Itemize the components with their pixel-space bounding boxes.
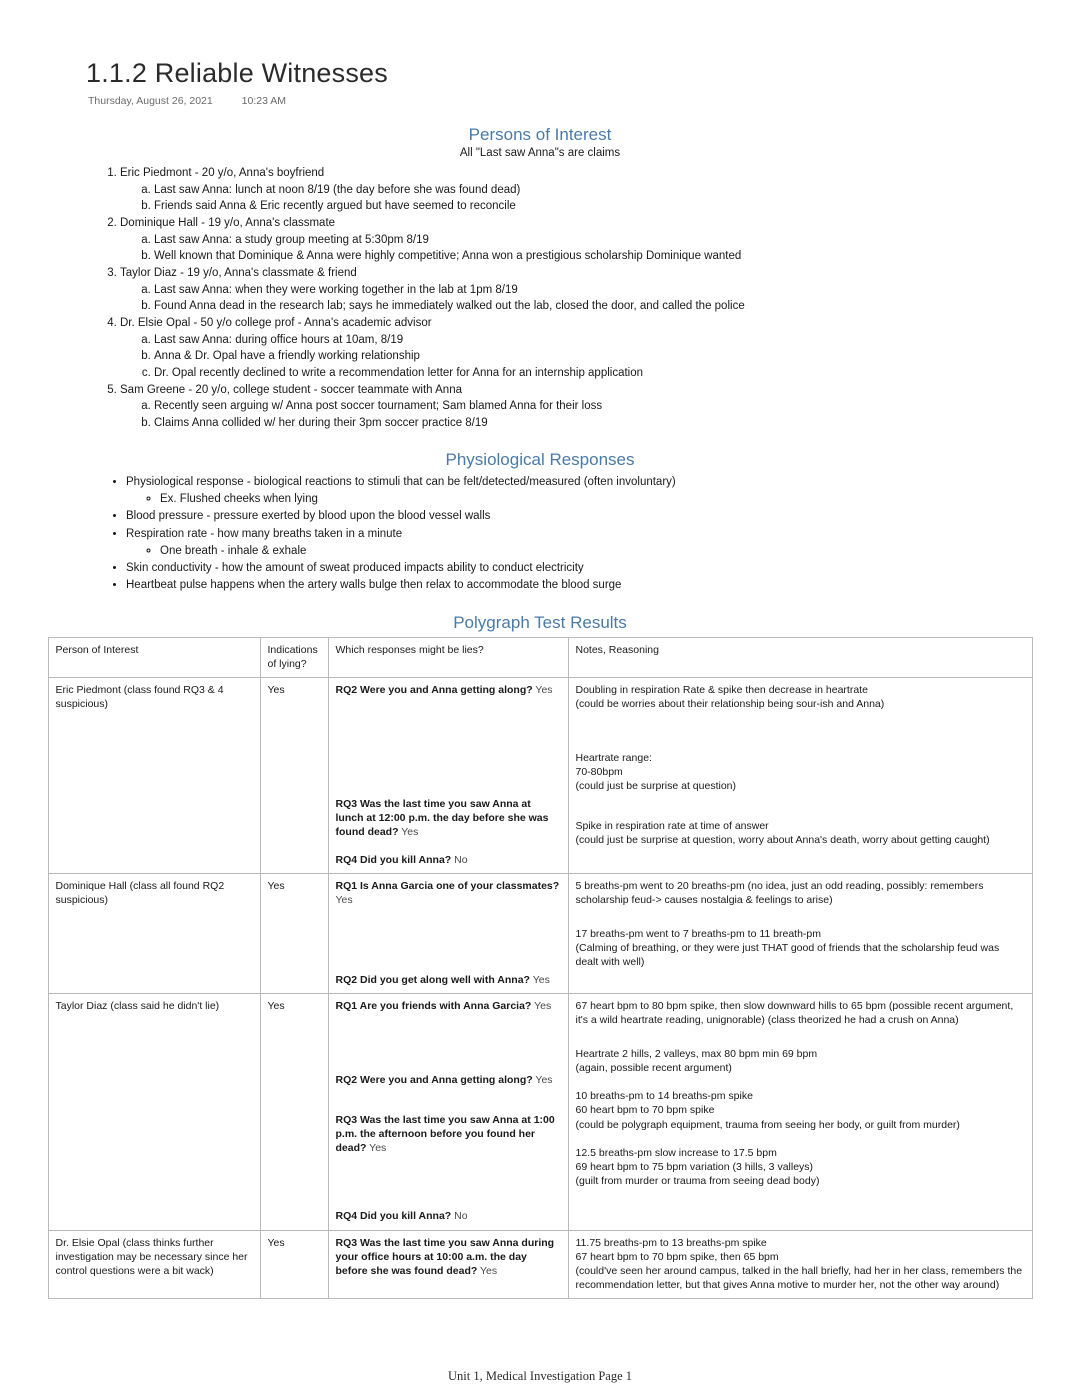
column-header-person: Person of Interest [48,637,260,677]
list-item: c. Dr. Opal recently declined to write a recommendation letter for Anna for an internship application [154,365,1056,382]
note-line: 70-80bpm [575,765,623,778]
question-label: RQ3 Was the last time you saw Anna at 1:00 p.m. the afternoon before you found her dead? [335,1114,555,1155]
question-label: RQ3 Was the last time you saw Anna at lunch at 12:00 p.m. the day before she was found dead? [335,797,549,838]
note-line: (again, possible recent argument) [575,1062,732,1075]
question-answer: Yes [401,825,419,838]
cell-notes [568,677,1032,873]
list-item [126,526,1056,561]
note-line: (could just be surprise at question) [575,779,736,792]
question-item [336,1209,561,1223]
person-details [120,182,1056,215]
list-item [120,165,1056,215]
list-item: a. Last saw Anna: lunch at noon 8/19 (the day before she was found dead) [154,182,1056,199]
note-line: (could just be surprise at question, worry about Anna's death, worry about getting caught) [575,834,990,846]
question-item [336,853,561,867]
cell-indications: Yes [260,873,328,993]
question-answer: Yes [534,1000,552,1013]
question-label: RQ3 Was the last time you saw Anna during your office hours at 10:00 a.m. the day before she was found dead? [335,1236,555,1277]
cell-notes [568,1230,1032,1298]
cell-person: Taylor Diaz (class said he didn't lie) [48,994,260,1230]
list-item: a. Last saw Anna: during office hours at 10am, 8/19 [154,332,1056,349]
list-item [120,215,1056,265]
question-answer: Yes [535,683,553,696]
question-answer: Yes [480,1264,498,1277]
person-name: Dr. Elsie Opal - 50 y/o college prof - Anna's academic advisor [120,317,432,330]
note-line: 17 breaths-pm went to 7 breaths-pm to 11 breath-pm [575,928,822,941]
question-answer: No [454,853,468,866]
list-item [120,382,1056,432]
spacer [336,1155,561,1195]
list-item: • Skin conductivity - how the amount of sweat produced impacts ability to conduct electricity [126,560,1056,577]
note-line: 69 heart bpm to 75 bpm variation (3 hills, 3 valleys) [575,1160,814,1173]
spacer [576,711,1025,751]
list-item: a. Last saw Anna: when they were working together in the lab at 1pm 8/19 [154,282,1056,299]
list-item: a. Last saw Anna: a study group meeting at 5:30pm 8/19 [154,232,1056,249]
note-line: 5 breaths-pm went to 20 breaths-pm (no idea, just an odd reading, possibly: remembers scholarship feud-> causes nostalgia & feelings to arise) [575,879,984,906]
question-item [336,797,561,839]
question-label: RQ2 Were you and Anna getting along? [335,683,533,696]
spacer [576,1027,1025,1047]
table-row [48,994,1032,1230]
page-title: 1.1.2 Reliable Witnesses [86,58,388,88]
cell-notes [568,994,1032,1230]
list-item: a. Recently seen arguing w/ Anna post soccer tournament; Sam blamed Anna for their loss [154,398,1056,415]
question-answer: Yes [535,1074,553,1087]
cell-responses [328,873,568,993]
document-date: Thursday, August 26, 2021 [88,95,213,107]
table-row [48,677,1032,873]
physiological-item-text: Physiological response - biological reactions to stimuli that can be felt/detected/measured (often involuntary) [126,475,676,488]
spacer [336,1087,561,1113]
question-answer: Yes [532,974,550,987]
list-item [120,265,1056,315]
physiological-item-text: Respiration rate - how many breaths taken in a minute [126,527,403,540]
note-line: Heartrate 2 hills, 2 valleys, max 80 bpm min 69 bpm [575,1048,818,1061]
page-footer: Unit 1, Medical Investigation Page 1 [448,1369,632,1383]
note-line: 10 breaths-pm to 14 breaths-pm spike [575,1090,753,1103]
cell-indications: Yes [260,994,328,1230]
column-header-responses: Which responses might be lies? [328,637,568,677]
table-row [48,873,1032,993]
list-item: b. Found Anna dead in the research lab; says he immediately walked out the lab, closed the door, and called the police [154,298,1056,315]
question-item [336,1236,561,1278]
polygraph-results-table [48,637,1033,1299]
question-answer: Yes [335,894,353,906]
cell-person: Dominique Hall (class all found RQ2 suspicious) [48,873,260,993]
note-line: Heartrate range: [575,751,652,764]
person-details [120,282,1056,315]
spacer [576,1132,1025,1146]
person-details [120,332,1056,382]
cell-responses [328,994,568,1230]
spacer [576,1075,1025,1089]
list-item [120,315,1056,382]
note-line: Doubling in respiration Rate & spike then decrease in heartrate [575,683,868,696]
cell-indications: Yes [260,677,328,873]
person-details [120,232,1056,265]
question-label: RQ2 Did you get along well with Anna? [335,974,530,987]
question-item [336,683,561,697]
question-label: RQ4 Did you kill Anna? [335,1210,452,1223]
question-answer: Yes [369,1142,387,1155]
list-item: b. Friends said Anna & Eric recently argued but have seemed to reconcile [154,198,1056,215]
spacer [336,839,561,853]
spacer [576,907,1025,927]
spacer [336,1195,561,1209]
person-name: Dominique Hall - 19 y/o, Anna's classmate [120,217,336,230]
person-name: Sam Greene - 20 y/o, college student - soccer teammate with Anna [120,383,462,396]
note-line: 12.5 breaths-pm slow increase to 17.5 bpm [575,1146,777,1159]
note-line: 60 heart bpm to 70 bpm spike [575,1104,715,1117]
spacer [576,793,1025,819]
physiological-responses-heading: Physiological Responses [445,449,635,469]
list-item: • Blood pressure - pressure exerted by blood upon the blood vessel walls [126,508,1056,525]
polygraph-test-results-heading: Polygraph Test Results [453,612,627,632]
spacer [336,757,561,797]
question-label: RQ2 Were you and Anna getting along? [335,1074,533,1087]
cell-person: Eric Piedmont (class found RQ3 & 4 suspicious) [48,677,260,873]
table-row [48,1230,1032,1298]
note-line: (could've seen her around campus, talked in the hall briefly, had her in her class, remembers the recommendation letter, but that gives Anna motive to murder her, not the other way around) [575,1264,1023,1291]
document-time: 10:23 AM [241,95,287,107]
spacer [336,947,561,973]
question-item [336,879,561,907]
list-item: b. Well known that Dominique & Anna were highly competitive; Anna won a prestigious scholarship Dominique wanted [154,248,1056,265]
cell-responses [328,677,568,873]
note-line: 11.75 breaths-pm to 13 breaths-pm spike [575,1236,767,1249]
note-line: (Calming of breathing, or they were just THAT good of friends that the scholarship feud was dealt with well) [575,942,1000,969]
column-header-notes: Notes, Reasoning [568,637,1032,677]
cell-person: Dr. Elsie Opal (class thinks further investigation may be necessary since her control questions were a bit wack) [48,1230,260,1298]
physiological-responses-list [24,474,1056,595]
list-item: ◦ Ex. Flushed cheeks when lying [160,491,1056,508]
question-item [336,999,561,1013]
question-label: RQ1 Are you friends with Anna Garcia? [335,1000,532,1013]
question-item [336,973,561,987]
person-details [120,398,1056,431]
persons-of-interest-subheading: All "Last saw Anna"s are claims [459,147,621,159]
note-line: 67 heart bpm to 70 bpm spike, then 65 bpm [575,1250,779,1263]
list-item: • Heartbeat pulse happens when the artery walls bulge then relax to accommodate the blood surge [126,577,1056,594]
list-item [126,474,1056,509]
spacer [336,1013,561,1053]
persons-of-interest-heading: Persons of Interest [468,125,612,144]
note-line: (guilt from murder or trauma from seeing dead body) [575,1174,820,1187]
column-header-indications: Indications of lying? [260,637,328,677]
spacer [336,697,561,757]
question-label: RQ4 Did you kill Anna? [335,853,452,866]
list-item: b. Claims Anna collided w/ her during their 3pm soccer practice 8/19 [154,415,1056,432]
note-line: (could be worries about their relationship being sour-ish and Anna) [575,697,885,710]
cell-notes [568,873,1032,993]
cell-indications: Yes [260,1230,328,1298]
table-header-row [48,637,1032,677]
spacer [336,1053,561,1073]
note-line: (could be polygraph equipment, trauma from seeing her body, or guilt from murder) [575,1118,960,1131]
person-name: Eric Piedmont - 20 y/o, Anna's boyfriend [120,167,325,179]
physiological-subitems [126,543,1056,560]
person-name: Taylor Diaz - 19 y/o, Anna's classmate & friend [120,267,357,280]
cell-responses [328,1230,568,1298]
list-item: b. Anna & Dr. Opal have a friendly working relationship [154,348,1056,365]
question-item [336,1073,561,1087]
note-line: 67 heart bpm to 80 bpm spike, then slow downward hills to 65 bpm (possible recent argument, it's a wild heartrate reading, unignorable) (class theorized he had a crush on Anna) [575,1000,1014,1027]
note-line: Spike in respiration rate at time of answer [575,819,769,832]
document-meta [88,95,1056,107]
physiological-subitems [126,491,1056,508]
spacer [336,907,561,947]
question-item [336,1113,561,1155]
question-label: RQ1 Is Anna Garcia one of your classmates? [335,879,560,892]
question-answer: No [454,1210,468,1223]
persons-of-interest-list [24,165,1056,432]
list-item: ◦ One breath - inhale & exhale [160,543,1056,560]
